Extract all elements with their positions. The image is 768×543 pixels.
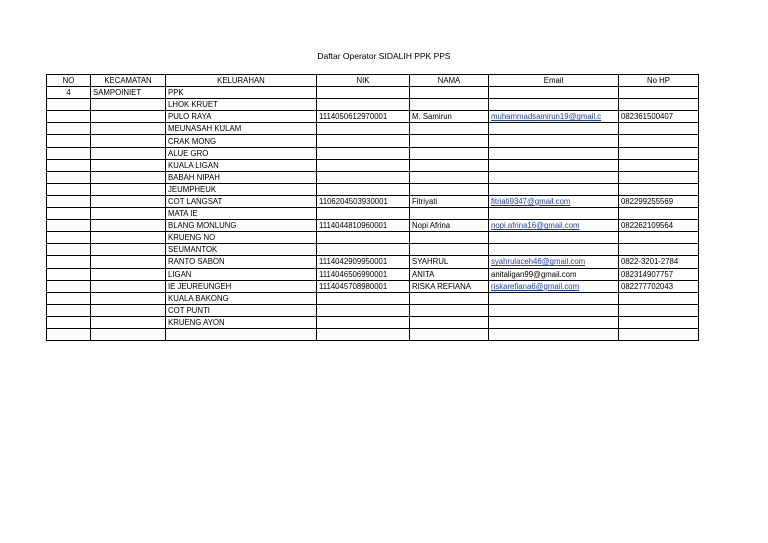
cell-kecamatan: [91, 280, 166, 292]
cell-nik: [317, 123, 410, 135]
cell-no-hp: [619, 135, 699, 147]
cell-no: [47, 195, 91, 207]
cell-nik: [317, 159, 410, 171]
cell-email: [489, 183, 619, 195]
cell-email: [489, 147, 619, 159]
cell-kelurahan: RANTO SABON: [166, 256, 317, 268]
cell-nama: [410, 304, 489, 316]
cell-nama: [410, 87, 489, 99]
cell-no-hp: 082361500407: [619, 111, 699, 123]
cell-kelurahan: SEUMANTOK: [166, 244, 317, 256]
cell-no: [47, 292, 91, 304]
header-kelurahan: KELURAHAN: [166, 75, 317, 87]
table-row: [47, 316, 699, 328]
header-email: Email: [489, 75, 619, 87]
table-row: [47, 195, 699, 207]
cell-kelurahan: CRAK MONG: [166, 135, 317, 147]
email-link[interactable]: muhammadsamirun19@gmail.c: [491, 112, 602, 122]
table-row: [47, 171, 699, 183]
cell-nik: [317, 183, 410, 195]
cell-kelurahan: IE JEUREUNGEH: [166, 280, 317, 292]
cell-email: [489, 87, 619, 99]
cell-nik: 1114044810960001: [317, 220, 410, 232]
cell-no-hp: [619, 147, 699, 159]
cell-nik: [317, 87, 410, 99]
cell-kecamatan: SAMPOINIET: [91, 87, 166, 99]
cell-nama: [410, 171, 489, 183]
cell-no: [47, 111, 91, 123]
cell-nik: 1114045708980001: [317, 280, 410, 292]
cell-nama: RISKA REFIANA: [410, 280, 489, 292]
table-row: [47, 147, 699, 159]
cell-nama: [410, 147, 489, 159]
cell-kecamatan: [91, 123, 166, 135]
cell-kecamatan: [91, 244, 166, 256]
cell-no: [47, 135, 91, 147]
email-link[interactable]: fitriati9347@gmail.com: [491, 196, 571, 206]
cell-email: [489, 208, 619, 220]
cell-kecamatan: [91, 316, 166, 328]
cell-nama: [410, 244, 489, 256]
table-row: [47, 256, 699, 268]
cell-no: [47, 171, 91, 183]
cell-no-hp: 082262109564: [619, 220, 699, 232]
table-row: [47, 111, 699, 123]
cell-nama: [410, 183, 489, 195]
email-link[interactable]: syahrulaceh46@gmail.com: [491, 257, 586, 267]
cell-nik: [317, 244, 410, 256]
cell-no-hp: 082299255569: [619, 195, 699, 207]
table-row: [47, 220, 699, 232]
cell-kelurahan: KUALA BAKONG: [166, 292, 317, 304]
header-nik: NIK: [317, 75, 410, 87]
cell-email: [489, 99, 619, 111]
cell-no-hp: 0822-3201-2784: [619, 256, 699, 268]
cell-nik: [317, 135, 410, 147]
cell-kelurahan: PPK: [166, 87, 317, 99]
cell-nama: [410, 123, 489, 135]
cell-no: [47, 304, 91, 316]
cell-email: [489, 135, 619, 147]
cell-no-hp: [619, 99, 699, 111]
table-row: [47, 183, 699, 195]
cell-no: [47, 123, 91, 135]
cell-nama: Fitriyati: [410, 195, 489, 207]
cell-kecamatan: [91, 256, 166, 268]
cell-email: [489, 244, 619, 256]
header-nama: NAMA: [410, 75, 489, 87]
cell-email: [489, 111, 619, 123]
cell-nik: [317, 208, 410, 220]
operator-table: [46, 74, 699, 341]
cell-no-hp: 082277702043: [619, 280, 699, 292]
table-row: [47, 304, 699, 316]
cell-no-hp: [619, 328, 699, 340]
cell-kecamatan: [91, 220, 166, 232]
table-row: [47, 87, 699, 99]
cell-kelurahan: KUALA LIGAN: [166, 159, 317, 171]
cell-kelurahan: COT PUNTI: [166, 304, 317, 316]
cell-kelurahan: JEUMPHEUK: [166, 183, 317, 195]
cell-no-hp: [619, 208, 699, 220]
cell-no-hp: [619, 232, 699, 244]
cell-kelurahan: KRUENG NO: [166, 232, 317, 244]
cell-no-hp: [619, 183, 699, 195]
email-link[interactable]: nopi.afrina16@gmail.com: [491, 221, 580, 231]
cell-nik: 1114050612970001: [317, 111, 410, 123]
cell-kelurahan: MEUNASAH KULAM: [166, 123, 317, 135]
cell-no: [47, 316, 91, 328]
cell-nik: [317, 316, 410, 328]
cell-kecamatan: [91, 208, 166, 220]
table-row: [47, 123, 699, 135]
cell-no-hp: [619, 171, 699, 183]
table-row: [47, 135, 699, 147]
cell-kelurahan: ALUE GRO: [166, 147, 317, 159]
cell-email: [489, 220, 619, 232]
cell-nama: SYAHRUL: [410, 256, 489, 268]
table-row: [47, 292, 699, 304]
cell-no: [47, 183, 91, 195]
cell-no-hp: [619, 292, 699, 304]
cell-kelurahan: BABAH NIPAH: [166, 171, 317, 183]
cell-no-hp: 082314907757: [619, 268, 699, 280]
cell-no: [47, 268, 91, 280]
cell-kecamatan: [91, 135, 166, 147]
cell-nama: [410, 159, 489, 171]
header-no: NO: [47, 75, 91, 87]
cell-nik: 1114042909950001: [317, 256, 410, 268]
cell-no-hp: [619, 123, 699, 135]
cell-kelurahan: PULO RAYA: [166, 111, 317, 123]
cell-no-hp: [619, 304, 699, 316]
cell-nama: ANITA: [410, 268, 489, 280]
table-row: [47, 280, 699, 292]
cell-nama: M. Samirun: [410, 111, 489, 123]
cell-no: [47, 208, 91, 220]
header-kecamatan: KECAMATAN: [91, 75, 166, 87]
cell-nik: [317, 328, 410, 340]
header-no-hp: No HP: [619, 75, 699, 87]
cell-email: [489, 232, 619, 244]
page-title: Daftar Operator SIDALIH PPK PPS: [317, 51, 451, 61]
cell-email: [489, 304, 619, 316]
email-link[interactable]: riskarefiana6@gmail.com: [491, 281, 580, 291]
cell-no: [47, 232, 91, 244]
cell-nik: [317, 147, 410, 159]
cell-no-hp: [619, 159, 699, 171]
cell-nik: [317, 304, 410, 316]
cell-no-hp: [619, 316, 699, 328]
cell-nama: [410, 316, 489, 328]
table-row: [47, 159, 699, 171]
cell-nama: [410, 99, 489, 111]
table-row: [47, 328, 699, 340]
cell-nama: [410, 292, 489, 304]
cell-kecamatan: [91, 328, 166, 340]
cell-kelurahan: COT LANGSAT: [166, 195, 317, 207]
table-header-row: [47, 75, 699, 87]
cell-email: [489, 256, 619, 268]
table-row: [47, 244, 699, 256]
cell-email: [489, 159, 619, 171]
table-row: [47, 268, 699, 280]
cell-email: [489, 292, 619, 304]
cell-kecamatan: [91, 183, 166, 195]
cell-no: [47, 244, 91, 256]
cell-kecamatan: [91, 147, 166, 159]
cell-email: [489, 171, 619, 183]
cell-no: [47, 147, 91, 159]
cell-nama: [410, 232, 489, 244]
cell-no: 4: [47, 87, 91, 99]
cell-no-hp: [619, 244, 699, 256]
cell-kecamatan: [91, 304, 166, 316]
email-link: anitaligan99@gmail.com: [491, 269, 577, 279]
cell-email: [489, 268, 619, 280]
cell-no: [47, 256, 91, 268]
cell-email: [489, 123, 619, 135]
cell-nik: [317, 99, 410, 111]
cell-nama: [410, 208, 489, 220]
cell-kecamatan: [91, 111, 166, 123]
cell-no-hp: [619, 87, 699, 99]
cell-kecamatan: [91, 232, 166, 244]
table-row: [47, 208, 699, 220]
cell-email: [489, 328, 619, 340]
cell-kecamatan: [91, 292, 166, 304]
cell-kecamatan: [91, 195, 166, 207]
cell-kelurahan: KRUENG AYON: [166, 316, 317, 328]
cell-kelurahan: LIGAN: [166, 268, 317, 280]
cell-kelurahan: MATA IE: [166, 208, 317, 220]
cell-nik: [317, 292, 410, 304]
cell-kecamatan: [91, 99, 166, 111]
cell-kelurahan: [166, 328, 317, 340]
cell-no: [47, 328, 91, 340]
cell-nama: Nopi Afrina: [410, 220, 489, 232]
cell-nik: 1106204503930001: [317, 195, 410, 207]
cell-no: [47, 280, 91, 292]
cell-nik: [317, 171, 410, 183]
cell-no: [47, 159, 91, 171]
cell-kecamatan: [91, 171, 166, 183]
cell-nama: [410, 328, 489, 340]
cell-kelurahan: LHOK KRUET: [166, 99, 317, 111]
table-row: [47, 99, 699, 111]
cell-nik: 1114046506990001: [317, 268, 410, 280]
table-row: [47, 232, 699, 244]
cell-kelurahan: BLANG MONLUNG: [166, 220, 317, 232]
cell-email: [489, 195, 619, 207]
cell-email: [489, 316, 619, 328]
cell-nik: [317, 232, 410, 244]
cell-no: [47, 99, 91, 111]
cell-kecamatan: [91, 268, 166, 280]
cell-no: [47, 220, 91, 232]
cell-email: [489, 280, 619, 292]
cell-nama: [410, 135, 489, 147]
cell-kecamatan: [91, 159, 166, 171]
